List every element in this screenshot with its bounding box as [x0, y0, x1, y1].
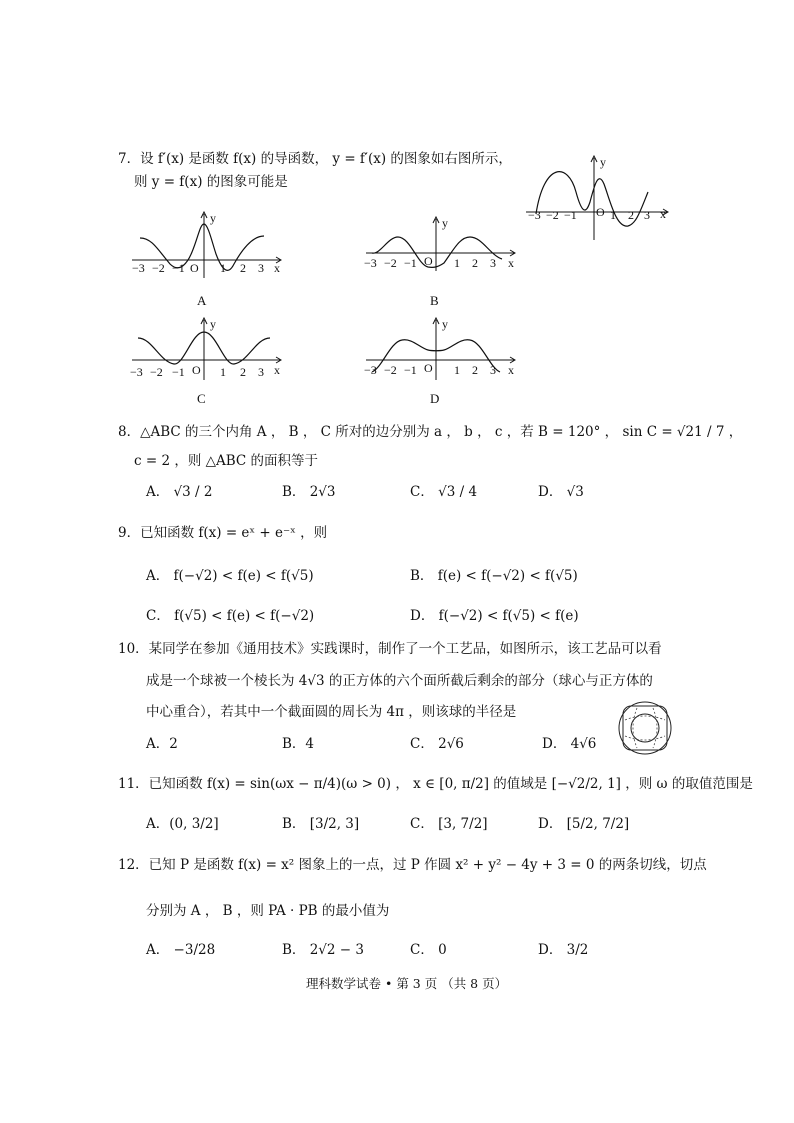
svg-text:−1: −1	[404, 363, 417, 377]
q7-option-c-graph	[128, 316, 288, 382]
svg-text:1: 1	[610, 208, 616, 222]
q9-option-d[interactable]: D． f(−√2) < f(√5) < f(e)	[410, 608, 579, 624]
q10-stem-line2: 成是一个球被一个棱长为 4√3 的正方体的六个面所截后剩余的部分（球心与正方体的	[146, 673, 653, 689]
q12-option-d[interactable]: D． 3/2	[538, 942, 589, 958]
q9-option-c[interactable]: C． f(√5) < f(e) < f(−√2)	[146, 608, 315, 624]
q10-option-c[interactable]: C． 2√6	[410, 736, 464, 752]
q9-option-b[interactable]: B． f(e) < f(−√2) < f(√5)	[410, 568, 578, 584]
q7-b-y-label: y	[442, 216, 448, 230]
svg-text:1: 1	[454, 256, 460, 270]
q11-option-b[interactable]: B． [3/2, 3]	[282, 816, 360, 832]
svg-text:2: 2	[472, 256, 478, 270]
svg-text:1: 1	[454, 363, 460, 377]
q10-option-a[interactable]: A．2	[146, 736, 178, 752]
svg-text:−1: −1	[564, 208, 577, 222]
q7-option-c-label[interactable]: C	[197, 391, 206, 406]
q8-option-b[interactable]: B． 2√3	[282, 484, 336, 500]
q7-stem-line1: 7．设 f′(x) 是函数 f(x) 的导函数， y = f′(x) 的图象如右图所示，	[118, 151, 512, 167]
q7-derivative-graph	[522, 152, 672, 242]
svg-text:−2: −2	[152, 261, 165, 275]
svg-text:3: 3	[490, 363, 496, 377]
q7-b-x-label: x	[508, 256, 514, 270]
q11-option-d[interactable]: D． [5/2, 7/2]	[538, 816, 630, 832]
svg-text:2: 2	[472, 363, 478, 377]
q7-d-y-label: y	[442, 317, 448, 331]
q7-c-x-label: x	[274, 363, 280, 377]
svg-text:O: O	[424, 254, 433, 268]
svg-text:3: 3	[258, 261, 264, 275]
svg-text:3: 3	[258, 365, 264, 379]
svg-text:−1: −1	[172, 365, 185, 379]
svg-text:−3: −3	[364, 363, 377, 377]
svg-text:1: 1	[220, 365, 226, 379]
q7-a-x-label: x	[274, 261, 280, 275]
svg-text:O: O	[190, 261, 199, 275]
svg-text:1: 1	[220, 261, 226, 275]
q11-option-a[interactable]: A．(0, 3/2]	[146, 816, 219, 832]
q7-option-a-graph	[128, 210, 288, 280]
svg-text:−3: −3	[132, 261, 145, 275]
q12-stem-line2: 分别为 A ， B ，则 PA · PB 的最小值为	[146, 903, 390, 919]
q12-option-b[interactable]: B． 2√2 − 3	[282, 942, 364, 958]
q7-deriv-y-label: y	[600, 155, 606, 169]
svg-text:O: O	[424, 361, 433, 375]
svg-text:3: 3	[644, 208, 650, 222]
q7-a-y-label: y	[210, 211, 216, 225]
svg-text:−2: −2	[546, 208, 559, 222]
svg-text:−1: −1	[404, 256, 417, 270]
svg-text:−3: −3	[364, 256, 377, 270]
q8-option-a[interactable]: A． √3 / 2	[146, 484, 213, 500]
q10-stem-line3: 中心重合），若其中一个截面圆的周长为 4π ，则该球的半径是	[146, 704, 517, 720]
svg-text:−3: −3	[130, 365, 143, 379]
svg-text:O: O	[192, 363, 201, 377]
q7-option-b-graph	[362, 215, 522, 275]
q12-option-a[interactable]: A． −3/28	[146, 942, 216, 958]
q12-option-c[interactable]: C． 0	[410, 942, 447, 958]
q8-stem-line1: 8．△ABC 的三个内角 A ， B ， C 所对的边分别为 a ， b ， c ，若 B = 120° ， sin C = √21 / 7 ，	[118, 424, 743, 440]
q7-option-d-graph	[362, 316, 522, 382]
q7-deriv-x-label: x	[660, 207, 666, 221]
svg-text:2: 2	[240, 261, 246, 275]
svg-text:2: 2	[628, 208, 634, 222]
q7-option-a-label[interactable]: A	[197, 293, 207, 308]
svg-text:−2: −2	[384, 256, 397, 270]
q9-stem: 9．已知函数 f(x) = eˣ + e⁻ˣ ，则	[118, 525, 328, 541]
svg-text:O: O	[596, 205, 605, 219]
q7-c-y-label: y	[210, 317, 216, 331]
q8-option-d[interactable]: D． √3	[538, 484, 584, 500]
q7-option-d-label[interactable]: D	[430, 391, 440, 406]
q11-stem: 11．已知函数 f(x) = sin(ωx − π/4)(ω > 0) ， x ∈ [0, π/2] 的值域是 [−√2/2, 1] ，则 ω 的取值范围是	[118, 776, 753, 792]
q8-stem-line2: c = 2 ，则 △ABC 的面积等于	[134, 453, 319, 469]
q7-stem-line2: 则 y = f(x) 的图象可能是	[134, 174, 288, 190]
q9-option-a[interactable]: A． f(−√2) < f(e) < f(√5)	[146, 568, 314, 584]
svg-text:−3: −3	[528, 208, 541, 222]
q10-option-d[interactable]: D． 4√6	[542, 736, 597, 752]
svg-text:−2: −2	[150, 365, 163, 379]
q7-d-x-label: x	[508, 363, 514, 377]
q7-option-b-label[interactable]: B	[430, 293, 439, 308]
q11-option-c[interactable]: C． [3, 7/2]	[410, 816, 488, 832]
q10-option-b[interactable]: B．4	[282, 736, 315, 752]
svg-text:3: 3	[490, 256, 496, 270]
q8-option-c[interactable]: C． √3 / 4	[410, 484, 478, 500]
q10-stem-line1: 10．某同学在参加《通用技术》实践课时，制作了一个工艺品，如图所示，该工艺品可以看	[118, 641, 662, 657]
q10-craft-figure	[615, 698, 675, 758]
svg-text:2: 2	[240, 365, 246, 379]
svg-text:−1: −1	[172, 261, 185, 275]
page-footer: 理科数学试卷 • 第 3 页 （共 8 页）	[306, 976, 508, 991]
q12-stem-line1: 12．已知 P 是函数 f(x) = x² 图象上的一点，过 P 作圆 x² + y² − 4y + 3 = 0 的两条切线，切点	[118, 857, 707, 873]
svg-text:−2: −2	[384, 363, 397, 377]
